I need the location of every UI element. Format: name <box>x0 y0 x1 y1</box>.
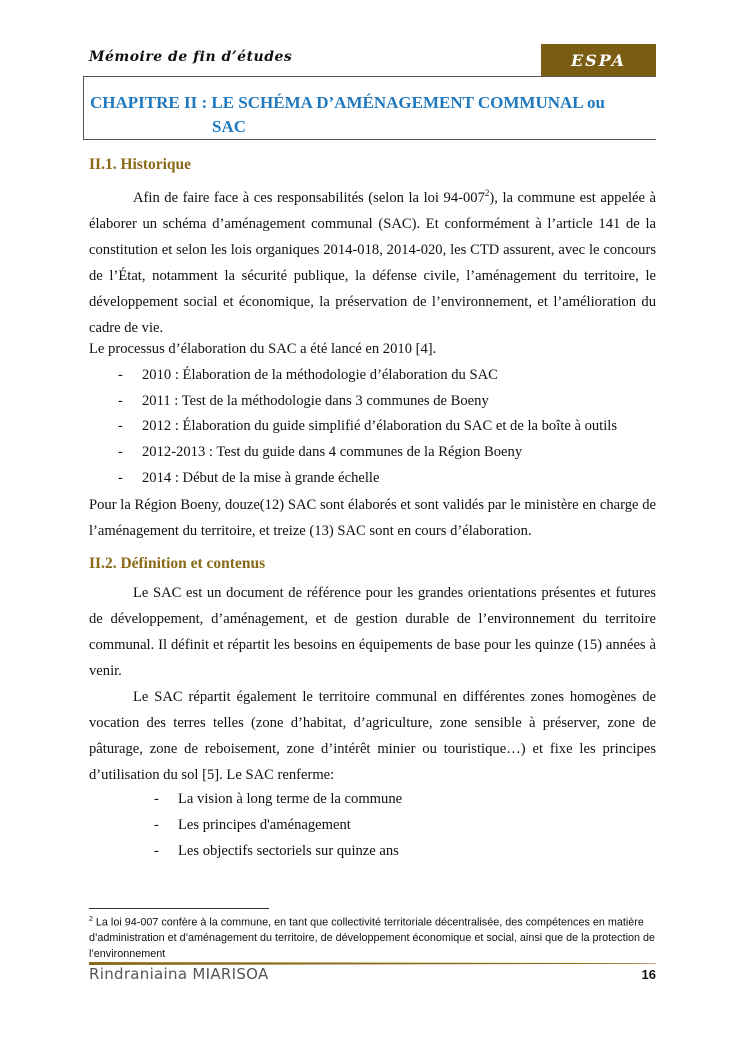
list-item-text: 2012 : Élaboration du guide simplifié d’élaboration du SAC et de la boîte à outils <box>142 418 618 434</box>
list-marker: - <box>154 791 159 807</box>
list-item-text: La vision à long terme de la commune <box>178 791 403 807</box>
historique-paragraph-2: Pour la Région Boeny, douze(12) SAC sont élaborés et sont validés par le ministère en charge de l’aménagement du territoire, et treize (13) SAC sont en cours d’élaboration. <box>89 497 656 539</box>
list-marker: - <box>154 817 159 833</box>
historique-paragraph-1 <box>89 180 656 341</box>
historique-intro: Le processus d’élaboration du SAC a été lancé en 2010 [4]. <box>89 341 437 357</box>
list-item <box>154 843 399 860</box>
list-marker: - <box>118 367 123 383</box>
running-header-title: Mémoire de fin d’études <box>89 49 293 65</box>
definition-paragraph-1 <box>89 580 656 684</box>
list-marker: - <box>118 444 123 460</box>
paragraph-text: Le SAC répartit également le territoire communal en différentes zones homogènes de vocation des terres telles (zone d’habitat, d’agriculture, zone sensible à préserver, zone de pâturage, zone de reboisement, zone d’intérêt minier ou touristique…) et fixe les principes d’utilisation du sol [5]. Le SAC renferme: <box>89 689 656 783</box>
list-item-text: Les principes d'aménagement <box>178 817 351 833</box>
footer-author: Rindraniaina MIARISOA <box>89 965 269 983</box>
list-item-text: Les objectifs sectoriels sur quinze ans <box>178 843 399 859</box>
list-item <box>118 418 617 435</box>
list-item-text: 2012-2013 : Test du guide dans 4 communes de la Région Boeny <box>142 444 523 460</box>
chapter-title-line-1: CHAPITRE II : LE SCHÉMA D’AMÉNAGEMENT COMMUNAL ou <box>90 93 605 112</box>
section-heading-historique: II.1. Historique <box>89 156 192 173</box>
paragraph-text: Le SAC est un document de référence pour les grandes orientations présentes et futures de développement, d’aménagement, et de gestion durable de l’environnement du territoire communal. Il définit et répartit les besoins en équipements de base pour les quinze (15) années à venir. <box>89 585 656 679</box>
list-item-text: 2014 : Début de la mise à grande échelle <box>142 470 380 486</box>
list-marker: - <box>118 470 123 486</box>
paragraph-text: ), la commune est appelée à élaborer un schéma d’aménagement communal (SAC). Et conformément à l’article 141 de la constitution et selon les lois organiques 2014-018, 2014-020, les CTD assurent, avec le concours de l’État, notamment la sécurité publique, la défense civile, l’aménagement du territoire, le développement social et économique, la préservation de l’environnement, et l’amélioration du cadre de vie. <box>89 189 656 336</box>
list-item <box>118 470 379 487</box>
list-marker: - <box>154 843 159 859</box>
list-marker: - <box>118 418 123 434</box>
footnote <box>89 912 656 962</box>
list-item <box>154 791 402 808</box>
footnote-ref[interactable]: 2 <box>484 188 490 198</box>
list-item <box>118 367 498 384</box>
paragraph-text: Afin de faire face à ces responsabilités (selon la loi 94-007 <box>133 189 485 206</box>
list-item-text: 2011 : Test de la méthodologie dans 3 communes de Boeny <box>142 393 489 409</box>
definition-paragraph-2 <box>89 684 656 788</box>
list-item <box>154 817 351 834</box>
running-header-badge: ESPA <box>541 44 656 76</box>
section-heading-definition: II.2. Définition et contenus <box>89 555 266 572</box>
chapter-title-line-2: SAC <box>212 117 247 136</box>
footnote-divider <box>89 908 269 909</box>
list-item-text: 2010 : Élaboration de la méthodologie d’élaboration du SAC <box>142 367 498 383</box>
page-number: 16 <box>641 967 656 982</box>
list-marker: - <box>118 393 123 409</box>
footnote-number: 2 <box>89 916 93 923</box>
list-item <box>118 444 522 461</box>
footnote-text: La loi 94-007 confère à la commune, en tant que collectivité territoriale décentralisée, des compétences en matière d’administration et d’aménagement du territoire, de développement économique et social, ainsi que de la protection de l’environnement <box>89 916 655 960</box>
list-item <box>118 393 489 410</box>
